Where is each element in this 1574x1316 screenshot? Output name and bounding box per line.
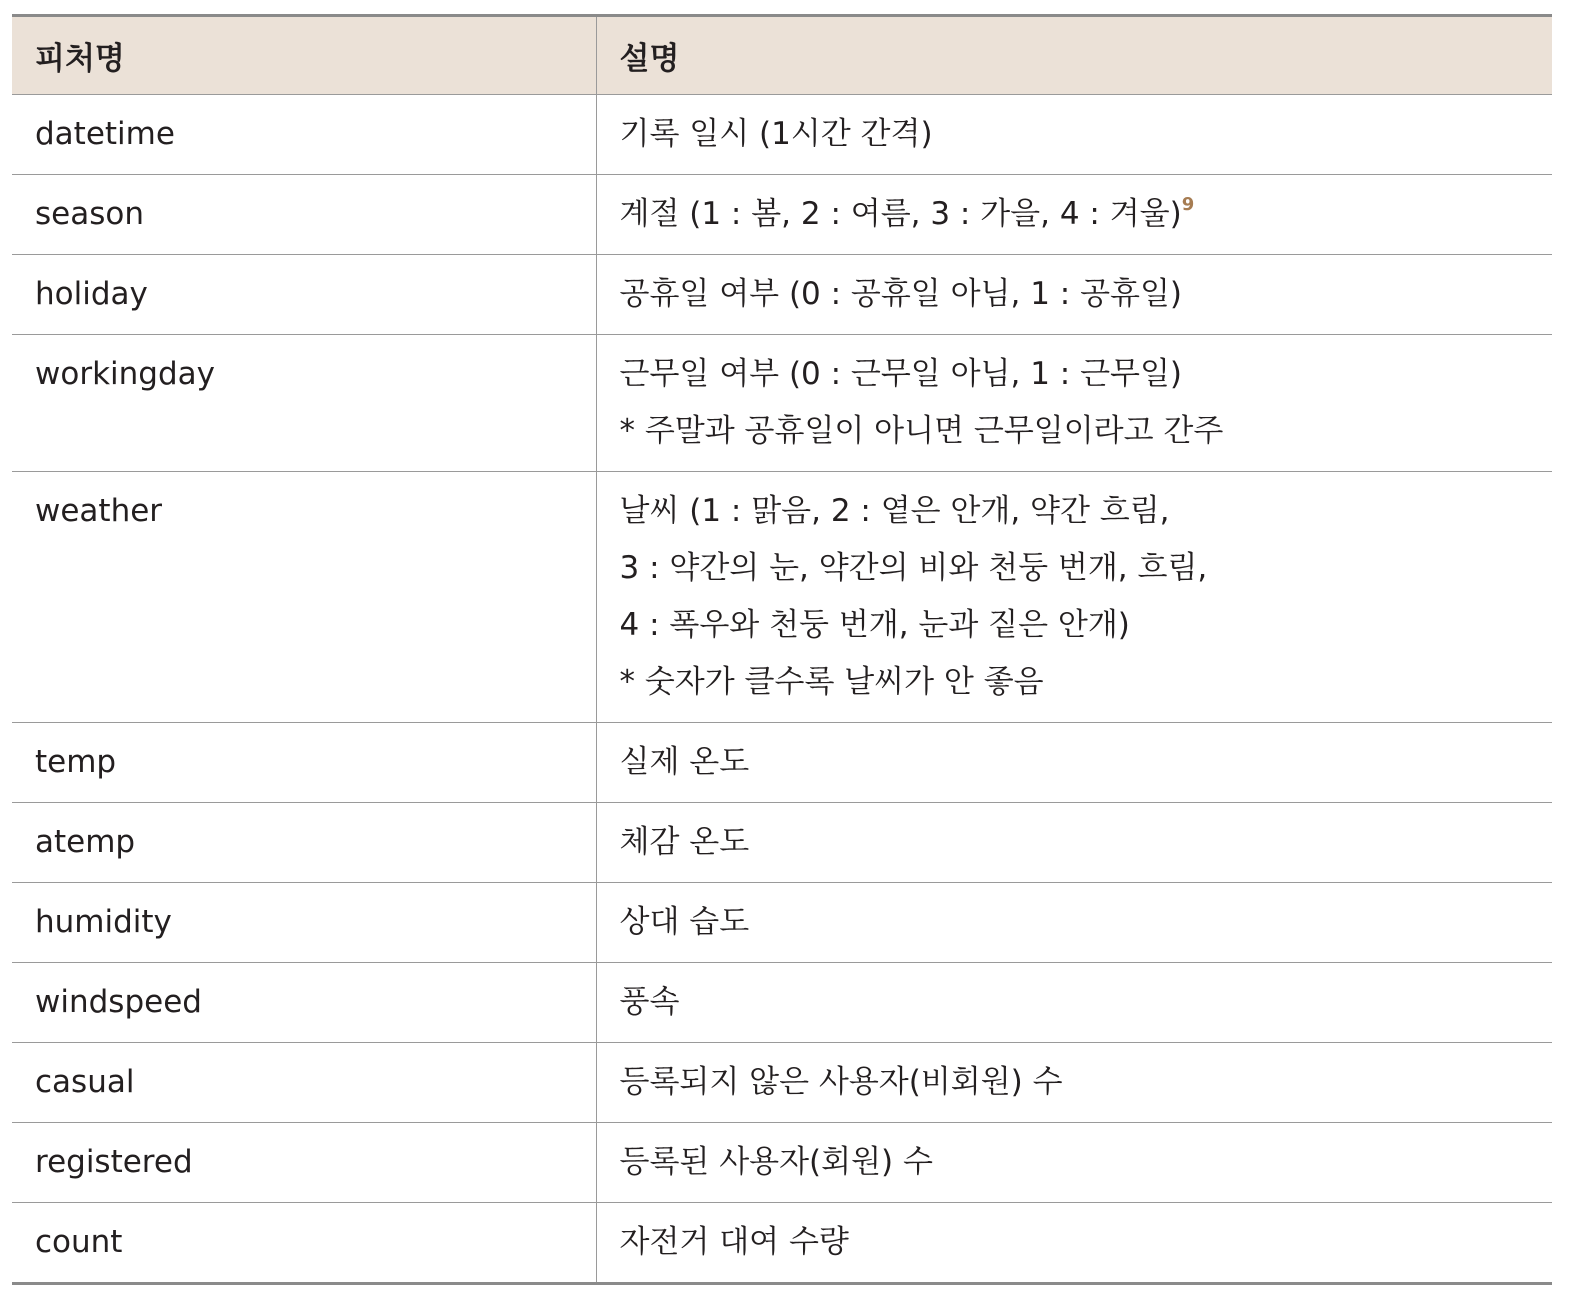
feature-name-cell: season [12, 175, 596, 255]
table-row [12, 472, 1552, 723]
table-row [12, 1043, 1552, 1123]
feature-name-cell: casual [12, 1043, 596, 1123]
table-header [12, 16, 1552, 95]
description-line: 풍속 [619, 984, 680, 1020]
feature-name-cell: atemp [12, 803, 596, 883]
description-cell [596, 963, 1552, 1043]
table-row [12, 883, 1552, 963]
description-line: 4 : 폭우와 천둥 번개, 눈과 짙은 안개) [619, 607, 1130, 643]
feature-name-cell: windspeed [12, 963, 596, 1043]
header-row [12, 16, 1552, 95]
table-row [12, 803, 1552, 883]
header-description: 설명 [596, 16, 1552, 95]
description-cell [596, 335, 1552, 472]
description-cell [596, 95, 1552, 175]
feature-name-cell: datetime [12, 95, 596, 175]
table-row [12, 95, 1552, 175]
feature-description-table [12, 14, 1552, 1285]
description-line: 체감 온도 [619, 824, 750, 860]
description-line: 근무일 여부 (0 : 근무일 아님, 1 : 근무일) [619, 356, 1183, 392]
table-row [12, 335, 1552, 472]
table-row [12, 963, 1552, 1043]
description-note: * 주말과 공휴일이 아니면 근무일이라고 간주 [619, 413, 1224, 449]
description-cell [596, 723, 1552, 803]
description-note: * 숫자가 클수록 날씨가 안 좋음 [619, 664, 1044, 700]
feature-table-container [12, 14, 1552, 1285]
table-row [12, 1123, 1552, 1203]
description-line: 공휴일 여부 (0 : 공휴일 아님, 1 : 공휴일) [619, 276, 1183, 312]
footnote-marker: 9 [1181, 194, 1195, 215]
description-cell [596, 1043, 1552, 1123]
description-line [620, 186, 1553, 243]
description-cell [596, 1203, 1552, 1284]
feature-name-cell: registered [12, 1123, 596, 1203]
feature-name-cell: temp [12, 723, 596, 803]
description-line: 3 : 약간의 눈, 약간의 비와 천둥 번개, 흐림, [619, 550, 1208, 586]
description-line: 등록되지 않은 사용자(비회원) 수 [619, 1064, 1063, 1100]
description-line: 기록 일시 (1시간 간격) [619, 116, 933, 152]
description-cell [596, 175, 1552, 255]
description-cell [596, 883, 1552, 963]
table-body [12, 95, 1552, 1284]
description-cell [596, 803, 1552, 883]
description-line: 실제 온도 [619, 744, 750, 780]
description-line: 날씨 (1 : 맑음, 2 : 옅은 안개, 약간 흐림, [619, 493, 1170, 529]
description-cell [596, 472, 1552, 723]
feature-name-cell: humidity [12, 883, 596, 963]
feature-name-cell: count [35, 1224, 123, 1260]
description-cell [596, 255, 1552, 335]
feature-name-cell: workingday [12, 335, 596, 472]
table-row [12, 1203, 1552, 1284]
feature-name-cell: weather [12, 472, 596, 723]
description-line: 자전거 대여 수량 [619, 1224, 849, 1260]
description-text: 계절 (1 : 봄, 2 : 여름, 3 : 가을, 4 : 겨울) [619, 196, 1182, 232]
description-line: 등록된 사용자(회원) 수 [619, 1144, 933, 1180]
header-feature-name: 피처명 [12, 16, 596, 95]
description-line: 상대 습도 [619, 904, 750, 940]
table-row [12, 255, 1552, 335]
description-cell [596, 1123, 1552, 1203]
table-row [12, 175, 1552, 255]
feature-name-cell: holiday [12, 255, 596, 335]
table-row [12, 723, 1552, 803]
